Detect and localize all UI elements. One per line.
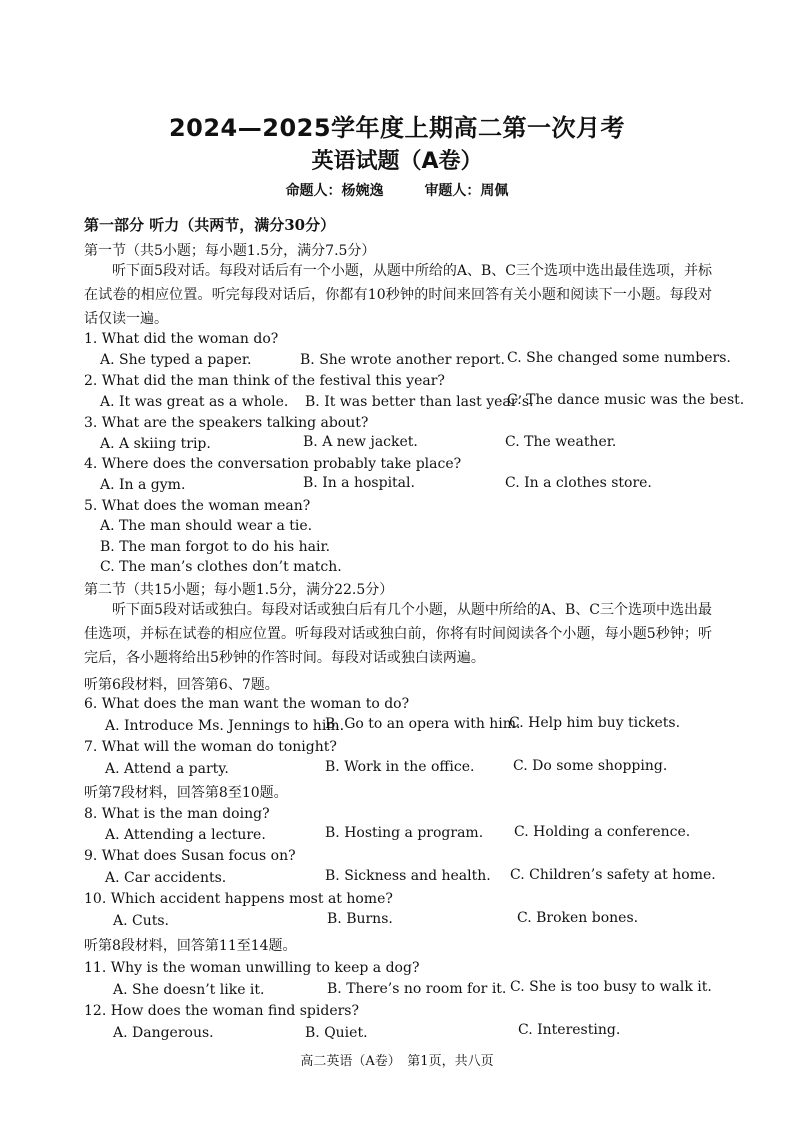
option-8a: A. Attending a lecture.: [105, 827, 266, 843]
option-9a: A. Car accidents.: [105, 870, 227, 886]
question-10: 10. Which accident happens most at home?: [84, 891, 393, 907]
option-4c: C. In a clothes store.: [505, 475, 652, 491]
question-12: 12. How does the woman find spiders?: [84, 1003, 359, 1019]
question-3: 3. What are the speakers talking about?: [84, 415, 369, 431]
option-4a: A. In a gym.: [100, 477, 186, 493]
option-9c: C. Children’s safety at home.: [510, 867, 716, 883]
option-12b: B. Quiet.: [305, 1025, 368, 1041]
option-7c: C. Do some shopping.: [513, 758, 668, 774]
option-3c: C. The weather.: [505, 434, 617, 450]
question-5: 5. What does the woman mean?: [84, 498, 311, 514]
option-6b: B. Go to an opera with him.: [325, 716, 521, 732]
option-4b: B. In a hospital.: [303, 475, 415, 491]
option-5a: A. The man should wear a tie.: [100, 518, 313, 534]
option-1c: C. She changed some numbers.: [507, 350, 731, 366]
option-10b: B. Burns.: [327, 911, 393, 927]
question-8: 8. What is the man doing?: [84, 806, 270, 822]
section2-heading: 第二节（共15小题；每小题1.5分，满分22.5分）: [84, 582, 394, 598]
option-11a: A. She doesn’t like it.: [113, 982, 265, 998]
option-1a: A. She typed a paper.: [100, 352, 252, 368]
question-4: 4. Where does the conversation probably take place?: [84, 456, 462, 472]
question-6: 6. What does the man want the woman to do?: [84, 696, 410, 712]
option-6c: C. Help him buy tickets.: [509, 715, 681, 731]
material-7-heading: 听第7段材料，回答第8至10题。: [84, 785, 288, 801]
setter: 命题人：杨婉逸: [285, 183, 384, 199]
question-2: 2. What did the man think of the festival this year?: [84, 373, 445, 389]
option-10a: A. Cuts.: [113, 913, 169, 929]
part1-heading: 第一部分 听力（共两节，满分30分）: [84, 216, 336, 234]
option-2b: B. It was better than last year’s.: [305, 394, 534, 410]
authors-line: [0, 180, 794, 200]
material-6-heading: 听第6段材料，回答第6、7题。: [84, 677, 279, 693]
option-8c: C. Holding a conference.: [514, 824, 691, 840]
question-9: 9. What does Susan focus on?: [84, 848, 296, 864]
option-7b: B. Work in the office.: [325, 759, 475, 775]
question-7: 7. What will the woman do tonight?: [84, 739, 337, 755]
question-1: 1. What did the woman do?: [84, 331, 279, 347]
section1-instructions: 听下面5段对话。每段对话后有一个小题，从题中所给的A、B、C三个选项中选出最佳选项，并标在试卷的相应位置。听完每段对话后，你都有10秒钟的时间来回答有关小题和阅读下一小题。每段对话仅读一遍。: [84, 263, 713, 327]
question-11: 11. Why is the woman unwilling to keep a dog?: [84, 960, 420, 976]
exam-title: 2024—2025学年度上期高二第一次月考: [168, 114, 626, 142]
option-2a: A. It was great as a whole.: [100, 394, 289, 410]
option-11c: C. She is too busy to walk it.: [510, 979, 712, 995]
option-3b: B. A new jacket.: [303, 434, 418, 450]
material-8-heading: 听第8段材料，回答第11至14题。: [84, 938, 297, 954]
section2-instructions: 听下面5段对话或独白。每段对话或独白后有几个小题，从题中所给的A、B、C三个选项中选出最佳选项，并标在试卷的相应位置。听每段对话或独白前，你将有时间阅读各个小题，每小题5秒钟；听完后，各小题将给出5秒钟的作答时间。每段对话或独白读两遍。: [84, 602, 713, 666]
option-11b: B. There’s no room for it.: [327, 981, 507, 997]
page-footer: 高二英语（A卷） 第1页，共八页: [300, 1054, 494, 1069]
option-3a: A. A skiing trip.: [100, 436, 211, 452]
option-8b: B. Hosting a program.: [325, 825, 484, 841]
option-12c: C. Interesting.: [518, 1022, 621, 1038]
exam-subtitle: 英语试题（A卷）: [311, 149, 483, 174]
option-6a: A. Introduce Ms. Jennings to him.: [105, 718, 345, 734]
option-5c: C. The man’s clothes don’t match.: [100, 559, 342, 575]
option-5b: B. The man forgot to do his hair.: [100, 539, 331, 555]
option-2c: C. The dance music was the best.: [507, 392, 745, 408]
option-7a: A. Attend a party.: [105, 761, 229, 777]
option-9b: B. Sickness and health.: [325, 868, 491, 884]
option-10c: C. Broken bones.: [517, 910, 639, 926]
option-1b: B. She wrote another report.: [300, 352, 505, 368]
section1-heading: 第一节（共5小题；每小题1.5分，满分7.5分）: [84, 243, 376, 259]
reviewer: 审题人：周佩: [424, 183, 509, 199]
option-12a: A. Dangerous.: [113, 1025, 214, 1041]
